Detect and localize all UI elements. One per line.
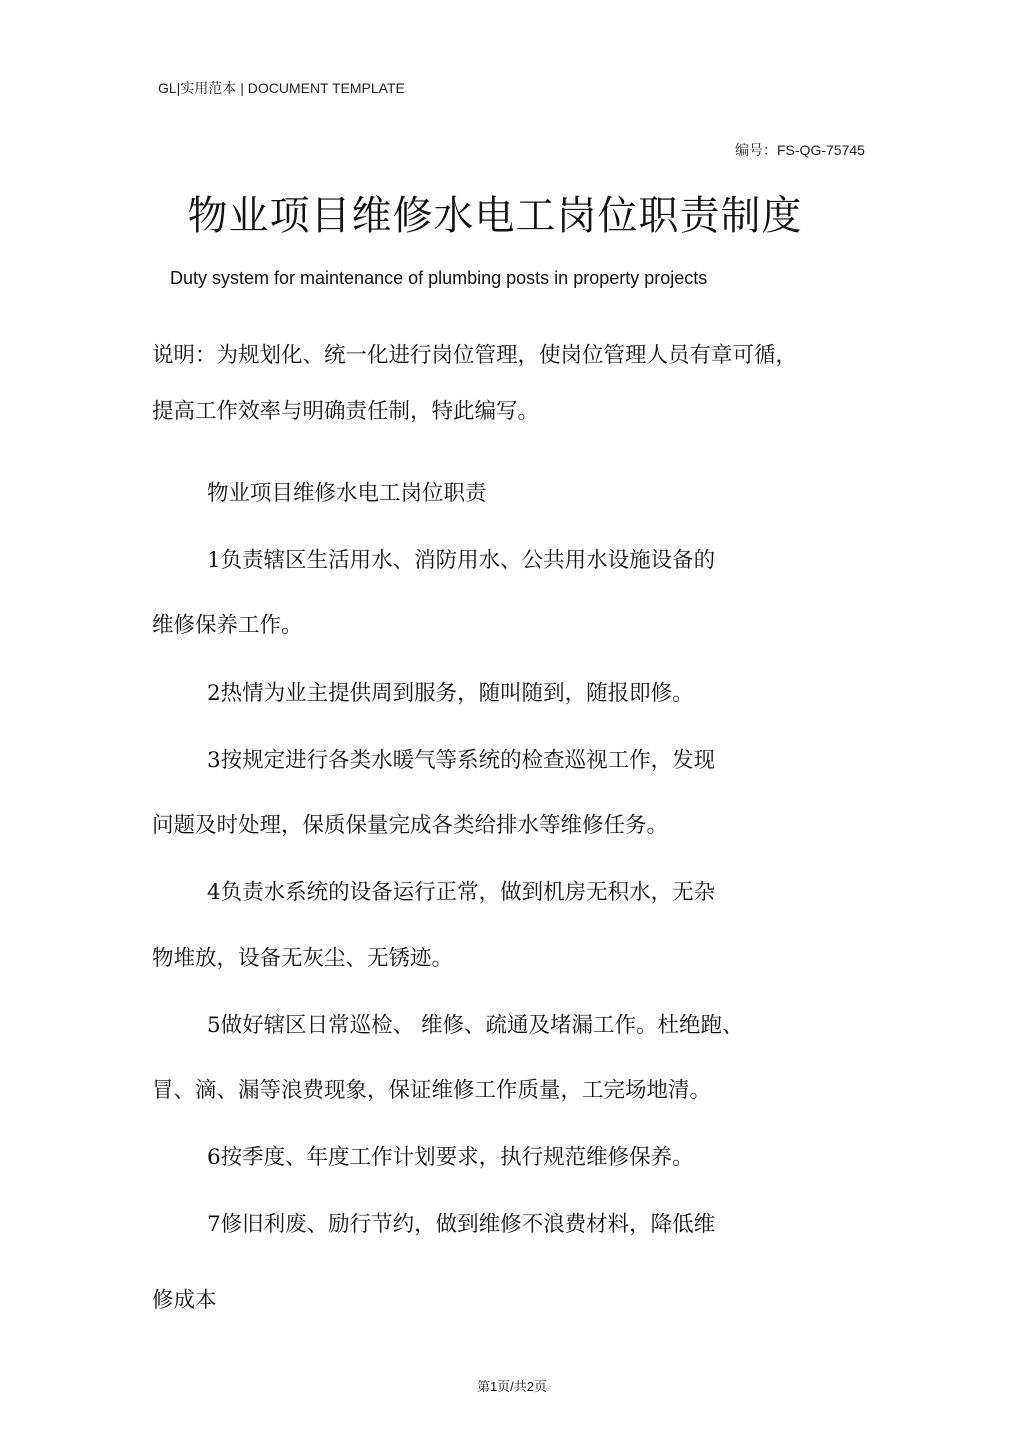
duty-item-5-line-2: 冒、滴、漏等浪费现象，保证维修工作质量，工完场地清。 <box>152 1078 712 1103</box>
duty-item-7-line-1: 7修旧利废、励行节约，做到维修不浪费材料，降低维 <box>207 1212 716 1237</box>
duty-item-3-line-2: 问题及时处理，保质保量完成各类给排水等维修任务。 <box>152 813 669 838</box>
document-header: GL|实用范本 | DOCUMENT TEMPLATE <box>158 80 405 96</box>
intro-line-1: 说明：为规划化、统一化进行岗位管理，使岗位管理人员有章可循， <box>152 343 798 368</box>
duty-item-5-line-1: 5做好辖区日常巡检、 维修、疏通及堵漏工作。杜绝跑、 <box>207 1013 744 1038</box>
section-heading: 物业项目维修水电工岗位职责 <box>207 481 487 506</box>
document-title: 物业项目维修水电工岗位职责制度 <box>187 193 803 239</box>
intro-line-2: 提高工作效率与明确责任制，特此编写。 <box>152 399 540 424</box>
duty-item-2-line-1: 2热情为业主提供周到服务，随叫随到，随报即修。 <box>207 681 694 706</box>
duty-item-1-line-1: 1负责辖区生活用水、消防用水、公共用水设施设备的 <box>207 548 716 573</box>
page-number-footer: 第1页/共2页 <box>476 1379 548 1394</box>
duty-item-4-line-1: 4负责水系统的设备运行正常，做到机房无积水，无杂 <box>207 880 716 905</box>
document-subtitle: Duty system for maintenance of plumbing posts in property projects <box>170 268 708 288</box>
document-number: 编号：FS-QG-75745 <box>735 142 865 158</box>
duty-item-4-line-2: 物堆放，设备无灰尘、无锈迹。 <box>152 946 454 971</box>
duty-item-3-line-1: 3按规定进行各类水暖气等系统的检查巡视工作，发现 <box>207 748 716 773</box>
duty-item-1-line-2: 维修保养工作。 <box>152 613 303 638</box>
duty-item-6-line-1: 6按季度、年度工作计划要求，执行规范维修保养。 <box>207 1145 694 1170</box>
duty-item-7-line-2: 修成本 <box>152 1288 217 1313</box>
